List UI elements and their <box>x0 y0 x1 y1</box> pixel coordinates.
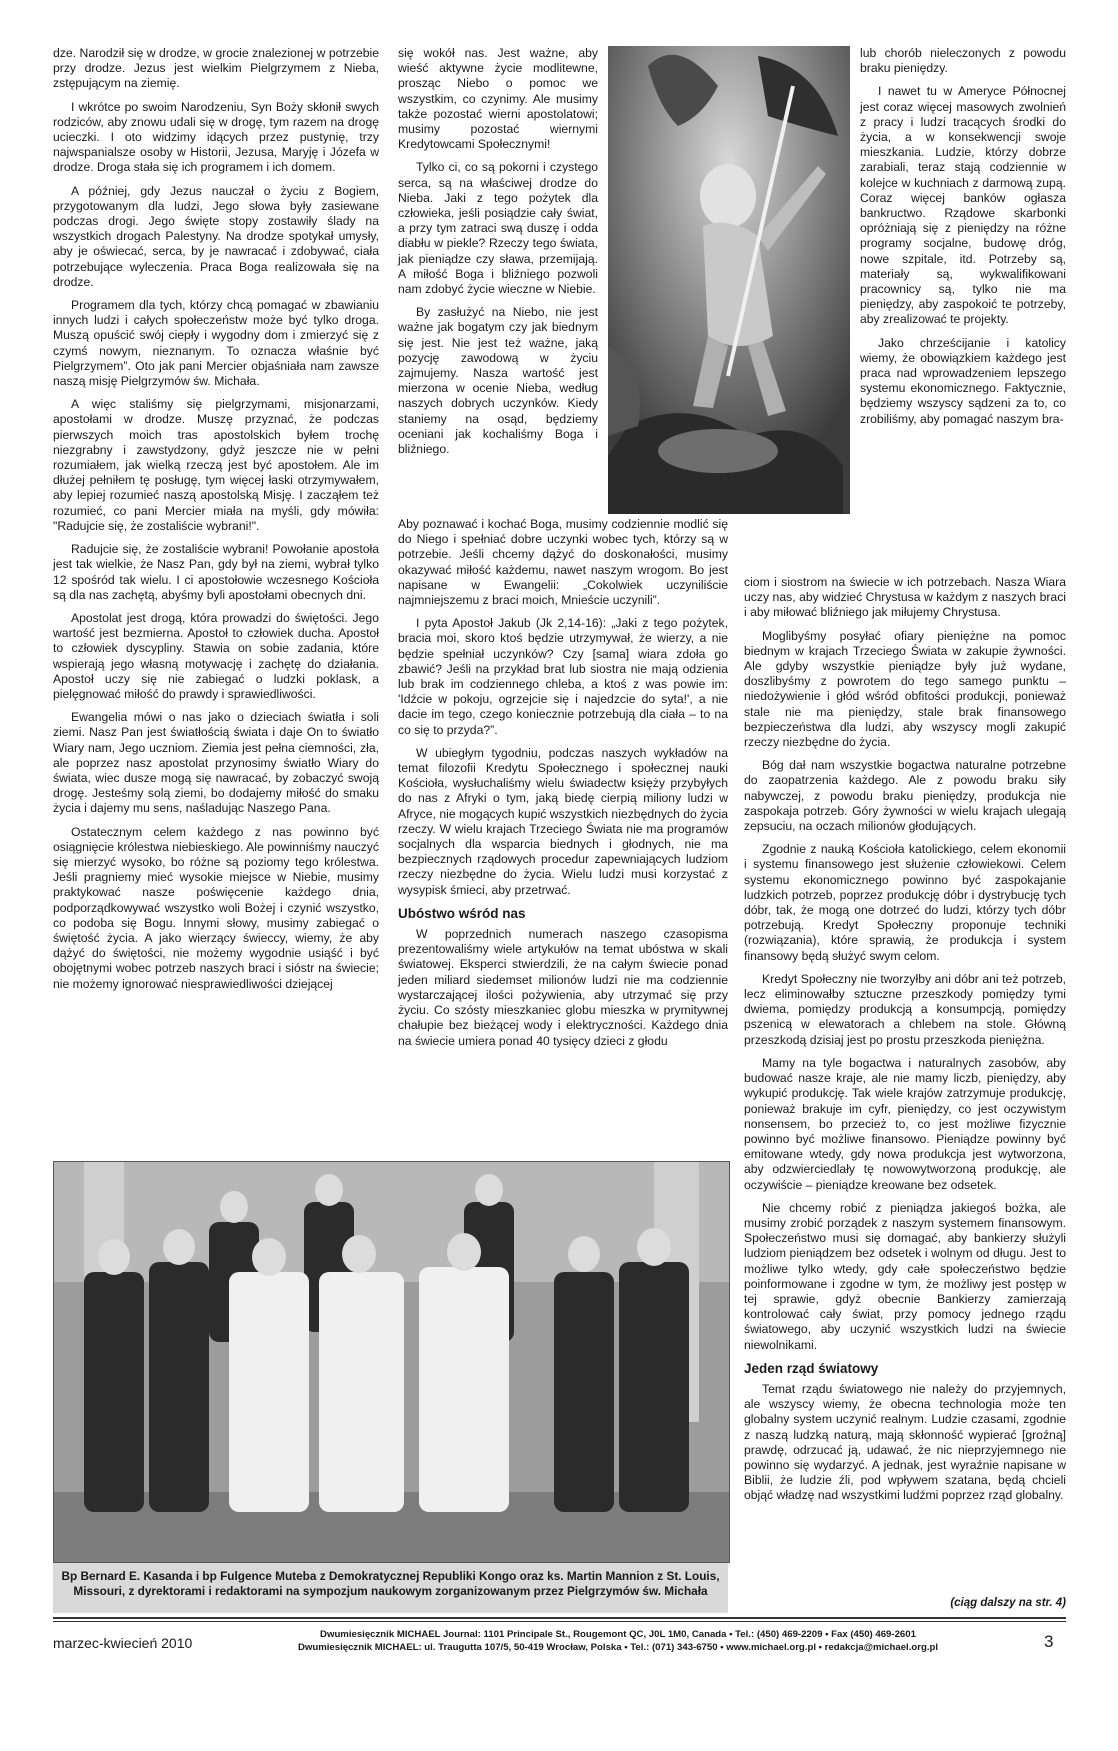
paragraph: Bóg dał nam wszystkie bogactwa naturalne potrzebne do zaopatrzenia każdego. Ale z powodu braku siły nabywczej, z powodu braku pieniędzy, produkcja nie zaspokaja potrzeb. Góry żywności w wielu krajach ulegają zepsuciu, na oczach milionów głodujących. <box>744 758 1066 834</box>
paragraph: Programem dla tych, którzy chcą pomagać w zbawianiu innych ludzi i całych społeczeństw może być tylko droga. Muszą opuścić swój ciepły i wygodny dom i zmierzyć się z czymś nowym, nieznanym. To oznacza właśnie być Pielgrzymem”. Oto jak pani Mercier objaśniała nam zawsze naszą misję Pielgrzymów św. Michała. <box>53 298 379 389</box>
section-heading-poverty: Ubóstwo wśród nas <box>398 905 526 921</box>
paragraph: Tylko ci, co są pokorni i czystego serca, są na właściwej drodze do Nieba. Jaki z tego pożytek dla człowieka, jeśli posiądzie cały świat, a przy tym zatraci swą duszę i odda diabłu w piekle? Rzeczy tego świata, jak pieniądze czy sława, przemijają. A miłość Boga i bliźniego pozwoli nam zdobyć życie wieczne w Niebie. <box>398 160 598 297</box>
page-number: 3 <box>1044 1632 1054 1651</box>
group-photo-illustration <box>54 1162 729 1562</box>
paragraph: się wokół nas. Jest ważne, aby wieść aktywne życie modlitewne, prosząc Niebo o pomoc we wszystkim, co czynimy. Ale musimy także pozostać wierni apostolatowi; musimy pozostać wiernymi Kredytowcami Społecznymi! <box>398 46 598 152</box>
group-photo <box>53 1161 730 1563</box>
paragraph: Jako chrześcijanie i katolicy wiemy, że obowiązkiem każdego jest praca nad wprowadzeniem lepszego systemu ekonomicznego. Faktycznie, będziemy wszyscy sądzeni za to, co zrobiliśmy, aby pomagać naszym bra- <box>860 335 1066 426</box>
paragraph: I wkrótce po swoim Narodzeniu, Syn Boży skłonił swych rodziców, aby znowu udali się w drogę, tym razem na drogę ucieczki. I oto widzimy idących przez pustynię, trzy najwspanialsze osoby w Historii, Jezusa, Maryję i Józefa w drodze. Droga stała się ich programem i ich domem. <box>53 99 379 175</box>
paragraph: Radujcie się, że zostaliście wybrani! Powołanie apostoła jest tak wielkie, że Nasz Pan, gdy był na ziemi, wybrał tylko 12 spośród tak wielu. I ci apostołowie wczesnego Kościoła są dla nas zachętą, abyśmy byli apostołami obecnych dni. <box>53 542 379 602</box>
footer-rule-thin <box>53 1621 1066 1622</box>
paragraph: A później, gdy Jezus nauczał o życiu z Bogiem, przygotowanym dla ludzi, Jego słowa były zasiewane podczas drogi. Jego święte stopy zostawiły ślady na wszystkich drogach Palestyny. Na drodze spotykał umysły, aby je oświecać, serca, by je nawracać i zdobywać, ciała potrzebujące wyleczenia. Praca Boga realizowała się na drodze. <box>53 183 379 289</box>
painting-illustration <box>608 46 850 514</box>
footer-rule <box>53 1617 1066 1619</box>
paragraph: W ubiegłym tygodniu, podczas naszych wykładów na temat filozofii Kredytu Społecznego i społecznej nauki Kościoła, wysłuchaliśmy wielu świadectw księży przybyłych do nas z Afryki o tym, jaką biedę cierpią miliony ludzi w Afryce, nie mogących kupić wszystkich niezbędnych do życia rzeczy. W wielu krajach Trzeciego Świata nie ma programów socjalnych dla wsparcia biednych i głodnych, nie ma bezpiecznych rządowych procedur zapewniających ludziom rzeczy niezbędne do życia. Wielu ludzi musi korzystać z wysypisk śmieci, aby przetrwać. <box>398 745 728 897</box>
article-column-2-top <box>398 46 598 465</box>
paragraph: Zgodnie z nauką Kościoła katolickiego, celem ekonomii i systemu finansowego jest służenie człowiekowi. Celem systemu ekonomicznego powinno być zaspokajanie ludzkich potrzeb, poprzez produkcję dóbr i dystrybucję tych dóbr, tak, że mogą one dotrzeć do ludzi, którzy tych dóbr potrzebują. Kredyt Społeczny proponuje techniki (rozwiązania), które sprawią, że produkcja i system finansowy będą służyć swym celom. <box>744 842 1066 963</box>
paragraph: Kredyt Społeczny nie tworzyłby ani dóbr ani też potrzeb, lecz eliminowałby sztuczne przeszkody pomiędzy tymi dwiema, pomiędzy produkcją a konsumpcją, pomiędzy pszenicą w elewatorach a chlebem na stole. Główną przeszkodą dzisiaj jest po prostu przeszkoda pieniężna. <box>744 971 1066 1047</box>
photo-caption: Bp Bernard E. Kasanda i bp Fulgence Muteba z Demokratycznej Republiki Kongo oraz ks. Martin Mannion z St. Louis, Missouri, z dyrektorami i redaktorami na sympozjum naukowym zorganizowanym przez Pielgrzymów św. Michała <box>53 1563 728 1613</box>
paragraph: Nie chcemy robić z pieniądza jakiegoś bożka, ale musimy zrobić porządek z naszym systemem finansowym. Społeczeństwo musi się domagać, aby bankierzy służyli ludziom pieniądzem bez odsetek i wolnym od długu. Jest to możliwe tylko wtedy, gdy całe społeczeństwo będzie poinformowane i zgodne w tym, że możliwy jest postęp w tej sprawie, gdyż obecnie Bankierzy zamierzają kontrolować cały świat, przy pomocy jednego rządu światowego, aby uczynić wszystkich ludzi na świecie niewolnikami. <box>744 1200 1066 1352</box>
paragraph: By zasłużyć na Niebo, nie jest ważne jak bogatym czy jak biednym się jest. Nie jest też ważne, jaką pozycję zawodową w życiu zajmujemy. Nasza wartość jest mierzona w ocenie Nieba, według naszych dobrych uczynków. Kiedy staniemy na osąd, będziemy oceniani jak kochaliśmy Boga i bliźniego. <box>398 305 598 457</box>
paragraph: Aby poznawać i kochać Boga, musimy codziennie modlić się do Niego i spełniać dobre uczynki wobec tych, którzy są w potrzebie. Jeśli chcemy dążyć do doskonałości, musimy okazywać miłość każdemu, nawet naszym wrogom. Bo jest napisane w Ewangelii: „Cokolwiek uczyniliście najmniejszemu z braci moich, Mnieście uczynili”. <box>398 517 728 608</box>
section-heading-world-government: Jeden rząd światowy <box>744 1360 879 1376</box>
continued-note: (ciąg dalszy na str. 4) <box>950 1597 1066 1609</box>
publisher-address <box>238 1628 998 1654</box>
paragraph: Apostolat jest drogą, która prowadzi do świętości. Jego wartość jest bezmierna. Apostoł to człowiek ducha. Apostoł to człowiek dyscypliny. Stawia on sobie zadania, które wspierają jego własną motywację i zachętę do działania. Apostoł uczy się nie zabiegać o ludzki poklask, a pielęgnować miłość do prawdy i sprawiedliwości. <box>53 610 379 701</box>
article-column-2-bottom <box>398 517 728 1057</box>
article-column-1 <box>53 46 379 1000</box>
paragraph: W poprzednich numerach naszego czasopisma prezentowaliśmy wiele artykułów na temat ubóstwa w skali światowej. Eksperci stwierdzili, że na całym świecie ponad jeden miliard siedemset milionów ludzi nie ma codziennie wystarczającej ilości pożywienia, aby utrzymać się przy życiu. Co szósty mieszkaniec globu mieszka w prymitywnej chałupie bez bieżącej wody i elektryczności. Każdego dnia na świecie umiera ponad 40 tysięcy dzieci z głodu <box>398 927 728 1048</box>
paragraph: I nawet tu w Ameryce Północnej jest coraz więcej masowych zwolnień z pracy i ludzi tracących środki do życia, a w konsekwencji swoje mieszkania. Ludzie, którzy dobrze zarabiali, teraz stają codziennie w kolejce w kuchniach z darmową zupą. Coraz więcej banków ogłasza bankructwo. Rządowe skarbonki opróżniają się z pieniędzy na różne programy socjalne, budowę dróg, nowe szpitale, itd. Potrzeby są, materiały są, wykwalifikowani pracownicy są, tylko nie ma pieniędzy, aby zaspokoić te potrzeby, aby zrealizować te projekty. <box>860 84 1066 327</box>
paragraph: Moglibyśmy posyłać ofiary pieniężne na pomoc biednym w krajach Trzeciego Świata w zakupie żywności. Ale gdyby wszystkie pieniądze były już wydane, doszlibyśmy z powrotem do tego samego punktu – niedożywienie i głód wśród obfitości produkcji, ponieważ stale nie ma pieniędzy, stale brak finansowego bezpieczeństwa dla ludzi, aby wszyscy mogli zakupić rzeczy niezbędne do życia. <box>744 628 1066 750</box>
paragraph: Mamy na tyle bogactwa i naturalnych zasobów, aby budować nasze kraje, ale nie mamy liczb, pieniędzy, aby wykupić produkcję. Tak wiele krajów zatrzymuje produkcję, ponieważ brakuje im cyfr, pieniędzy, co jest oczywistym nonsensem, bo przecież to, co jest możliwe fizycznie powinno być możliwe finansowo. Pieniądze powinny być emitowane wtedy, gdy nowa produkcja jest wytworzona, aby odzwierciedlały tę nowowytworzoną produkcję, ale oczywiście – pieniądze kreowane bez odsetek. <box>744 1055 1066 1192</box>
address-line-poland: Dwumiesięcznik MICHAEL: ul. Traugutta 107/5, 50-419 Wrocław, Polska • Tel.: (071) 343-6750 • www.michael.org.pl • redakcja@michael.org.pl <box>297 1642 939 1653</box>
paragraph: ciom i siostrom na świecie w ich potrzebach. Nasza Wiara uczy nas, aby widzieć Chrystusa w każdym z naszych braci i aby miłować bliźniego jak miłujemy Chrystusa. <box>744 575 1066 620</box>
address-line-canada: Dwumiesięcznik MICHAEL Journal: 1101 Principale St., Rougemont QC, J0L 1M0, Canada • Tel.: (450) 469-2209 • Fax (450) 469-2601 <box>320 1629 916 1640</box>
paragraph: dze. Narodził się w drodze, w grocie znalezionej w potrzebie przy drodze. Jezus jest wielkim Pielgrzymem z Nieba, zstępującym na ziemię. <box>53 46 379 91</box>
paragraph: Ewangelia mówi o nas jako o dzieciach światła i soli ziemi. Nasz Pan jest światłością świata i daje On to światło Wiary nam, Jego uczniom. Ziemia jest pełna ciemności, zła, ale poprzez nasz apostolat przynosimy światło Wiary do świata, wiec dusze mogą się nawracać, by zobaczyć swoją drogę. Jesteśmy solą ziemi, bo dodajemy miłość do smaku życia i dajemy mu sens, naśladując Naszego Pana. <box>53 710 379 816</box>
paragraph: Temat rządu światowego nie należy do przyjemnych, ale wszyscy wiemy, że obecna technologia może ten globalny system uczynić realnym. Ludzie czasami, zgodnie z naszą ludzką naturą, mają skłonność wypierać [groźną] prawdę, odrzucać ją, udawać, że nic nieprzyjemnego nie powinno się wydarzyć. A jednak, jest wyraźnie napisane w Biblii, że ludzie źli, pod wpływem szatana, będą chcieli objąć władzę nad wszystkimi ludźmi poprzez rząd globalny. <box>744 1381 1066 1503</box>
st-michael-painting <box>608 46 850 514</box>
paragraph: Ostatecznym celem każdego z nas powinno być osiągnięcie królestwa niebieskiego. Ale powinniśmy nauczyć się mierzyć wysoko, bo różne są poziomy tego królestwa. Jeśli pragniemy mieć wysokie miejsce w Niebie, musimy praktykować nasze poświęcenie każdego dnia, podporządkowywać wszystko woli Bożej i czynić wszystko, co podoba się Bogu. Innymi słowy, musimy zabiegać o świętość życia. A jako wierzący świeccy, wiemy, że aby dążyć do świętości, nie możemy wygodnie usiąść i być obojętnymi wobec potrzeb naszych braci i sióstr na świecie; nie możemy ignorować niesprawiedliwości dziejącej <box>53 824 379 991</box>
paragraph: A więc staliśmy się pielgrzymami, misjonarzami, apostołami w drodze. Muszę przyznać, że podczas pierwszych moich tras apostolskich byłem trochę niezgrabny i zawstydzony, gdyż jeszcze nie w pełni rozumiałem, jak wielką rzeczą jest być apostołem. Ale im dłużej pełniłem tę posługę, tym więcej łaski otrzymywałem, aby lepiej rozumieć naszą apostolską Misję. I zacząłem też rozumieć, co pani Mercier miała na myśli, gdy mówiła: "Radujcie się, że zostaliście wybrani!". <box>53 397 379 533</box>
issue-date: marzec-kwiecień 2010 <box>53 1635 193 1651</box>
article-column-3-bottom <box>744 575 1066 1512</box>
article-column-3-top <box>860 46 1066 435</box>
paragraph: I pyta Apostoł Jakub (Jk 2,14-16): „Jaki z tego pożytek, bracia moi, skoro ktoś będzie utrzymywał, że wierzy, a nie będzie spełniał uczynków? Czy [sama] wiara zdoła go zbawić? Jeśli na przykład brat lub siostra nie mają odzienia lub brak im codziennego chleba, a ktoś z was powie im: 'Idźcie w pokoju, ogrzejcie się i najedzcie do syta!', a nie dacie im tego, czego koniecznie potrzebują dla ciała – to na co się to przyda?”. <box>398 616 728 737</box>
paragraph: lub chorób nieleczonych z powodu braku pieniędzy. <box>860 46 1066 76</box>
